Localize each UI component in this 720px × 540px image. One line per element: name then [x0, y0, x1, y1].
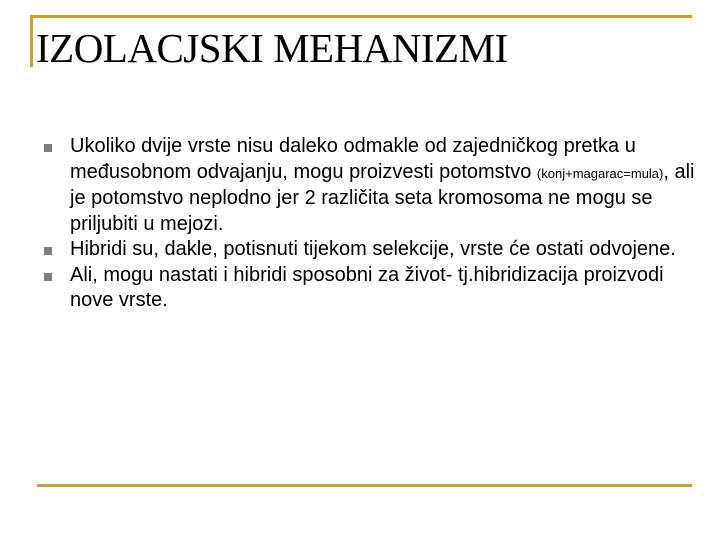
bullet-text-2: Hibridi su, dakle, potisnuti tijekom selekcije, vrste će ostati odvojene. — [70, 238, 676, 260]
bullet-item-3 — [40, 263, 700, 314]
square-bullet-icon — [44, 144, 52, 152]
bullet-list — [40, 134, 700, 314]
frame-bottom-line — [37, 484, 692, 487]
bullet-note-small: (konj+magarac=mula) — [536, 165, 664, 181]
frame-left-line — [30, 15, 33, 67]
frame-top-line — [30, 15, 692, 18]
square-bullet-icon — [44, 273, 52, 281]
bullet-item-2 — [40, 237, 700, 263]
bullet-text-3: Ali, mogu nastati i hibridi sposobni za život- tj.hibridizacija proizvodi nove vrste. — [70, 263, 664, 311]
slide-title: IZOLACJSKI MEHANIZMI — [36, 25, 508, 71]
bullet-item-1 — [40, 134, 700, 237]
bullet-text-1a: Ukoliko dvije vrste nisu daleko odmakle od zajedničkog pretka u međusobnom odvajanju, mogu proizvesti potomstvo — [70, 135, 636, 183]
square-bullet-icon — [44, 247, 52, 255]
bullet-text-1b: , ali je potomstvo neplodno jer 2 različita seta kromosoma ne mogu se priljubiti u mejozi. — [70, 160, 695, 235]
